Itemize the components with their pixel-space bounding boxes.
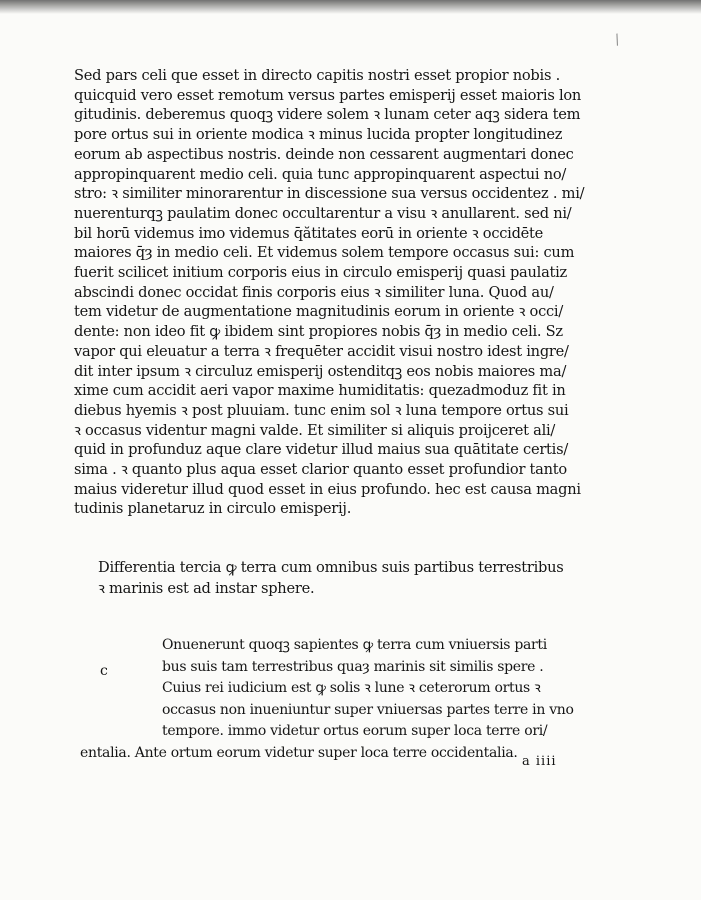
text-line: dit inter ipsum ꝛ circuluz emisperij ostenditqꝫ eos nobis maiores ma/ — [74, 362, 567, 380]
text-line: maiores q̄ȝ in medio celi. Et videmus solem tempore occasus sui: cum — [74, 244, 575, 262]
text-line: occasus non inueniuntur super vniuersas partes terre in vno — [162, 701, 574, 718]
text-line: fuerit scilicet initium corporis eius in circulo emisperij quasi paulatiz — [74, 264, 567, 282]
main-paragraph — [74, 66, 585, 519]
text-line: Onuenerunt quoqꝫ sapientes ꝙ terra cum vniuersis parti — [162, 637, 547, 653]
text-line: bil horū videmus imo videmus q̄ătitates eorū in oriente ꝛ occidēte — [74, 224, 544, 242]
text-line: pore ortus sui in oriente modica ꝛ minus lucida propter longitudinez — [74, 126, 563, 144]
text-line: Cuius rei iudicium est ꝙ solis ꝛ lune ꝛ ceterorum ortus ꝛ — [162, 680, 541, 696]
heading-line: ꝛ marinis est ad instar sphere. — [98, 580, 315, 597]
text-line: quid in profunduz aque clare videtur illud maius sua quātitate certis/ — [74, 441, 568, 459]
text-line: abscindi donec occidat finis corporis eius ꝛ similiter luna. Quod au/ — [74, 283, 554, 301]
text-line: stro: ꝛ similiter minorarentur in discessione sua versus occidentez . mi/ — [74, 185, 585, 203]
section-heading — [98, 557, 578, 599]
margin-note: c — [100, 663, 108, 679]
text-line: appropinquarent medio celi. quia tunc appropinquarent aspectui no/ — [74, 165, 567, 183]
text-line: eorum ab aspectibus nostris. deinde non cessarent augmentari donec — [74, 145, 574, 163]
text-line: vapor qui eleuatur a terra ꝛ frequēter accidit visui nostro idest ingre/ — [74, 342, 569, 360]
text-line: ꝛ occasus videntur magni valde. Et similiter si aliquis proijceret ali/ — [74, 421, 556, 439]
text-line: tudinis planetaruz in circulo emisperij. — [74, 500, 352, 518]
text-line: tempore. immo videtur ortus eorum super loca terre ori/ — [162, 723, 548, 739]
text-line: dente: non ideo fit ꝙ ibidem sint propiores nobis q̄ȝ in medio celi. Sz — [74, 323, 563, 341]
text-line: nuerenturqꝫ paulatim donec occultarentur a visu ꝛ anullarent. sed ni/ — [74, 204, 572, 222]
second-paragraph — [80, 635, 580, 764]
text-line: gitudinis. deberemus quoqꝫ videre solem ꝛ lunam ceter aqꝫ sidera tem — [74, 106, 581, 124]
text-line: Sed pars celi que esset in directo capitis nostri esset propior nobis . — [74, 67, 560, 84]
text-line: bus suis tam terrestribus quaȝ marinis sit similis spere . — [162, 658, 544, 675]
page-edge-shadow — [0, 0, 701, 14]
text-line: quicquid vero esset remotum versus partes emisperij esset maioris lon — [74, 86, 582, 104]
pencil-mark: ∕ — [612, 31, 623, 49]
signature-mark: a iiii — [522, 754, 557, 769]
text-line: entalia. Ante ortum eorum videtur super loca terre occidentalia. — [80, 744, 518, 761]
text-line: diebus hyemis ꝛ post pluuiam. tunc enim sol ꝛ luna tempore ortus sui — [74, 401, 569, 419]
text-line: tem videtur de augmentatione magnitudinis eorum in oriente ꝛ occi/ — [74, 303, 564, 321]
heading-line: Differentia tercia ꝙ terra cum omnibus suis partibus terrestribus — [98, 559, 564, 576]
text-line: maius videretur illud quod esset in eius profundo. hec est causa magni — [74, 480, 581, 498]
text-line: sima . ꝛ quanto plus aqua esset clarior quanto esset profundior tanto — [74, 461, 567, 479]
text-line: xime cum accidit aeri vapor maxime humiditatis: quezadmoduz fit in — [74, 382, 566, 400]
